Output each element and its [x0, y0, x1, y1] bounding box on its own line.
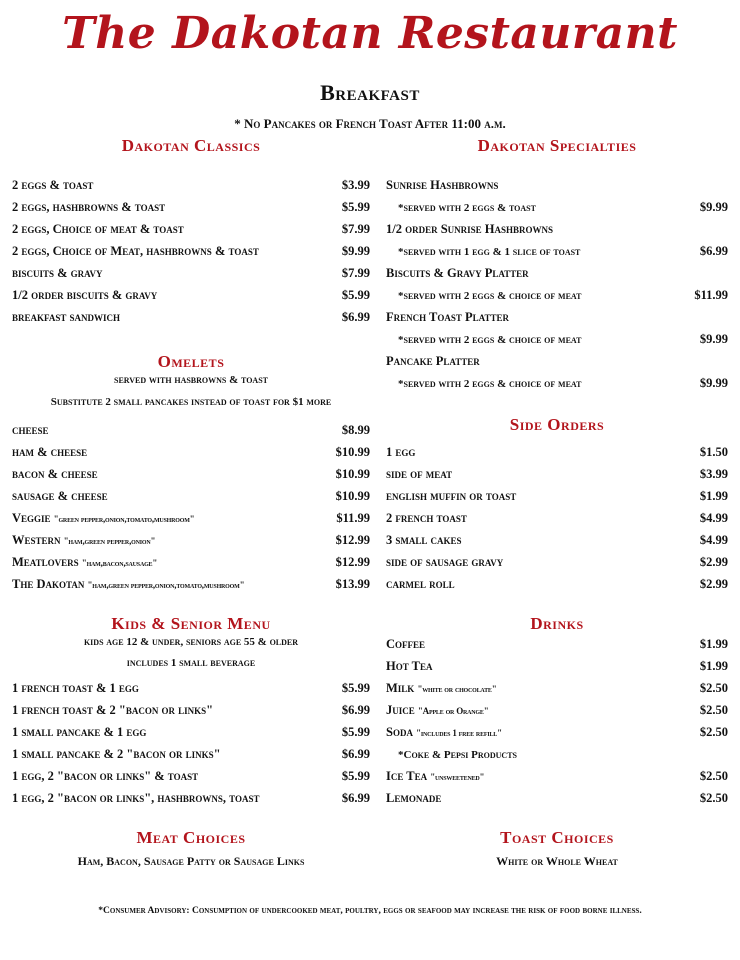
kids-item [12, 678, 370, 698]
toast-choices-text: White or Whole Wheat [496, 854, 618, 868]
drink-item-label [386, 634, 425, 654]
drink-item-price: $1.99 [699, 659, 728, 673]
specialty-item-name: *served with 2 eggs & choice of meat [398, 378, 582, 390]
kids-item-name: 1 egg, 2 "bacon or links" & toast [12, 769, 199, 783]
drink-item-label [386, 700, 489, 720]
side-item-label [386, 530, 462, 550]
meat-heading: Meat Choices [136, 828, 246, 847]
kids-item-price: $5.99 [341, 681, 370, 695]
pancake-note: * No Pancakes or French Toast After 11:00 a.m. [234, 116, 506, 131]
specialty-item-price: $9.99 [699, 332, 728, 346]
omelet-item-label [12, 486, 108, 506]
drink-item-label [386, 788, 441, 808]
side-item [386, 552, 728, 572]
classic-item [12, 197, 370, 217]
side-item-label [386, 574, 455, 594]
side-item-label [386, 442, 415, 462]
drinks-heading: Drinks [530, 614, 584, 633]
omelet-item-name: bacon & cheese [12, 467, 98, 481]
side-item-label [386, 508, 467, 528]
drink-item [386, 766, 728, 786]
omelet-item-name: ham & cheese [12, 445, 88, 459]
classic-item-price: $7.99 [341, 266, 370, 280]
classic-item-name: breakfast sandwich [12, 310, 120, 324]
kids-item [12, 722, 370, 742]
drink-item-name: Milk [386, 681, 415, 695]
side-item-label [386, 464, 452, 484]
omelet-item-price: $12.99 [335, 533, 370, 547]
classic-item-price: $3.99 [341, 178, 370, 192]
side-item-name: side of sausage gravy [386, 555, 504, 569]
omelet-item [12, 530, 370, 550]
omelet-item-label [12, 552, 157, 572]
drink-item [386, 656, 728, 676]
side-item-name: 2 french toast [386, 511, 467, 525]
drink-item-label [386, 744, 517, 764]
kids-item-label [12, 766, 198, 786]
omelet-item [12, 552, 370, 572]
side-item-label [386, 486, 516, 506]
side-item-price: $1.50 [699, 445, 728, 459]
drink-item-name: Juice [386, 703, 415, 717]
classic-item [12, 285, 370, 305]
kids-item-price: $5.99 [341, 769, 370, 783]
classic-item-name: 2 eggs, Choice of meat & toast [12, 222, 184, 236]
omelet-item-label [12, 464, 98, 484]
specialty-item-label [386, 351, 480, 371]
drink-item-price: $2.50 [699, 703, 728, 717]
kids-item-label [12, 722, 146, 742]
omelet-item-name: Veggie [12, 511, 51, 525]
drink-item-desc: "includes 1 free refill" [416, 728, 502, 738]
kids-item [12, 766, 370, 786]
specialty-item [386, 219, 728, 239]
omelet-item-price: $8.99 [341, 423, 370, 437]
side-item [386, 508, 728, 528]
specialty-item [386, 175, 728, 195]
drink-item-desc: "white or chocolate" [417, 684, 497, 694]
specialty-item [386, 263, 728, 283]
classic-item [12, 175, 370, 195]
drink-item-name: Soda [386, 725, 413, 739]
kids-item-label [12, 744, 221, 764]
side-item-name: carmel roll [386, 577, 455, 591]
classic-item [12, 307, 370, 327]
omelet-item [12, 574, 370, 594]
omelet-item-desc: "green pepper,onion,tomato,mushroom" [53, 514, 195, 524]
side-item-price: $4.99 [699, 533, 728, 547]
drink-item-price: $2.50 [699, 725, 728, 739]
classic-item [12, 263, 370, 283]
drink-item [386, 700, 728, 720]
specialties-heading: Dakotan Specialties [477, 136, 637, 155]
drink-item-label [386, 766, 484, 786]
omelet-item-price: $12.99 [335, 555, 370, 569]
specialty-item-name: Pancake Platter [386, 354, 480, 368]
omelet-item-price: $10.99 [335, 489, 370, 503]
side-item-name: side of meat [386, 467, 453, 481]
side-item [386, 442, 728, 462]
specialty-item-price: $9.99 [699, 200, 728, 214]
specialty-item-label [386, 263, 529, 283]
classic-item-price: $7.99 [341, 222, 370, 236]
omelet-item-label [12, 574, 244, 594]
specialty-item-label [386, 285, 581, 305]
omelet-item-price: $10.99 [335, 467, 370, 481]
menu-subtitle: Breakfast [320, 80, 420, 105]
side-item-price: $2.99 [699, 577, 728, 591]
drink-item-desc: "Apple or Orange" [417, 706, 489, 716]
omelets-heading: Omelets [157, 352, 225, 371]
classic-item-label [12, 219, 184, 239]
specialty-item-label [386, 175, 498, 195]
side-item-price: $4.99 [699, 511, 728, 525]
omelet-item-name: cheese [12, 423, 49, 437]
side-item-name: english muffin or toast [386, 489, 517, 503]
omelet-item-desc: "ham,green pepper,onion" [63, 536, 156, 546]
omelet-item-desc: "ham,green pepper,onion,tomato,mushroom" [87, 580, 245, 590]
specialty-item-label [386, 373, 581, 393]
drink-item [386, 678, 728, 698]
drink-item-name: Lemonade [386, 791, 442, 805]
omelet-item [12, 486, 370, 506]
omelet-item-label [12, 442, 87, 462]
drink-item [386, 722, 728, 742]
specialty-item-price: $11.99 [694, 288, 728, 302]
kids-item-price: $6.99 [341, 791, 370, 805]
specialty-item-label [386, 307, 509, 327]
drink-item-price: $1.99 [699, 637, 728, 651]
drink-item [386, 744, 728, 764]
classic-item-price: $9.99 [341, 244, 370, 258]
kids-item [12, 744, 370, 764]
omelets-served-with: served with hasbrowns & toast [114, 374, 268, 386]
omelet-item-label [12, 508, 194, 528]
specialty-item-name: *served with 1 egg & 1 slice of toast [398, 246, 581, 258]
specialty-item [386, 351, 728, 371]
kids-item-price: $5.99 [341, 725, 370, 739]
drink-item-name: Hot Tea [386, 659, 433, 673]
classic-item [12, 219, 370, 239]
omelet-item-price: $13.99 [335, 577, 370, 591]
side-item [386, 530, 728, 550]
kids-item-label [12, 788, 260, 808]
specialty-item [386, 285, 728, 305]
omelet-item-name: Meatlovers [12, 555, 79, 569]
specialty-item [386, 197, 728, 217]
consumer-advisory: *Consumer Advisory: Consumption of undercooked meat, poultry, eggs or seafood may increase the risk of food borne illness. [98, 906, 642, 916]
kids-item-label [12, 678, 139, 698]
kids-age-note: kids age 12 & under, seniors age 55 & older [83, 636, 299, 648]
classic-item-price: $5.99 [341, 200, 370, 214]
side-item-label [386, 552, 503, 572]
drink-item-price: $2.50 [699, 681, 728, 695]
specialty-item [386, 241, 728, 261]
drink-item-price: $2.50 [699, 791, 728, 805]
classic-item-name: 2 eggs & toast [12, 178, 94, 192]
drink-item [386, 788, 728, 808]
side-item [386, 464, 728, 484]
classic-item [12, 241, 370, 261]
meat-choices-text: Ham, Bacon, Sausage Patty or Sausage Links [77, 854, 305, 868]
classic-item-price: $5.99 [341, 288, 370, 302]
omelet-item [12, 442, 370, 462]
omelet-item-name: The Dakotan [12, 577, 85, 591]
kids-item-name: 1 small pancake & 1 egg [12, 725, 147, 739]
side-item-price: $3.99 [699, 467, 728, 481]
classic-item-label [12, 175, 93, 195]
classic-item-name: biscuits & gravy [12, 266, 103, 280]
drink-item-label [386, 678, 497, 698]
restaurant-title: The Dakotan Restaurant [62, 8, 678, 59]
side-item-price: $2.99 [699, 555, 728, 569]
classics-heading: Dakotan Classics [121, 136, 261, 155]
specialty-item-price: $6.99 [699, 244, 728, 258]
side-item [386, 486, 728, 506]
omelet-item [12, 464, 370, 484]
specialty-item-name: Sunrise Hashbrowns [386, 178, 499, 192]
classic-item-name: 2 eggs, Choice of Meat, hashbrowns & toast [12, 244, 259, 258]
specialty-item-name: *served with 2 eggs & choice of meat [398, 290, 582, 302]
kids-heading: Kids & Senior Menu [111, 614, 271, 633]
sides-heading: Side Orders [509, 415, 605, 434]
classic-item-label [12, 263, 103, 283]
classic-item-name: 1/2 order biscuits & gravy [12, 288, 158, 302]
specialty-item-name: 1/2 order Sunrise Hashbrowns [386, 222, 554, 236]
kids-item-name: 1 french toast & 2 "bacon or links" [12, 703, 214, 717]
omelets-substitute-note: Substitute 2 small pancakes instead of toast for $1 more [50, 396, 332, 408]
specialty-item-label [386, 241, 580, 261]
drink-item-name: *Coke & Pepsi Products [398, 749, 517, 761]
drink-item-name: Ice Tea [386, 769, 428, 783]
classic-item-label [12, 307, 120, 327]
omelet-item-desc: "ham,bacon,sausage" [81, 558, 158, 568]
specialty-item-name: Biscuits & Gravy Platter [386, 266, 529, 280]
kids-item-name: 1 egg, 2 "bacon or links", hashbrowns, toast [12, 791, 260, 805]
kids-item-label [12, 700, 213, 720]
drink-item-label [386, 722, 502, 742]
specialty-item-label [386, 329, 581, 349]
specialty-item [386, 307, 728, 327]
toast-heading: Toast Choices [500, 828, 614, 847]
specialty-item [386, 329, 728, 349]
kids-item-price: $6.99 [341, 703, 370, 717]
drink-item [386, 634, 728, 654]
classic-item-label [12, 285, 157, 305]
omelet-item [12, 508, 370, 528]
specialty-item-label [386, 219, 553, 239]
omelet-item-label [12, 530, 155, 550]
omelet-item-price: $10.99 [335, 445, 370, 459]
drink-item-price: $2.50 [699, 769, 728, 783]
classic-item-name: 2 eggs, hashbrowns & toast [12, 200, 166, 214]
specialty-item-name: French Toast Platter [386, 310, 509, 324]
omelet-item-price: $11.99 [336, 511, 370, 525]
side-item-price: $1.99 [699, 489, 728, 503]
kids-item-name: 1 french toast & 1 egg [12, 681, 139, 695]
specialty-item-name: *served with 2 eggs & toast [398, 202, 536, 214]
kids-item [12, 700, 370, 720]
kids-item-name: 1 small pancake & 2 "bacon or links" [12, 747, 221, 761]
omelet-item-name: sausage & cheese [12, 489, 108, 503]
drink-item-name: Coffee [386, 637, 426, 651]
specialty-item-label [386, 197, 536, 217]
kids-item-price: $6.99 [341, 747, 370, 761]
kids-beverage-note: includes 1 small beverage [126, 657, 256, 669]
classic-item-price: $6.99 [341, 310, 370, 324]
specialty-item-price: $9.99 [699, 376, 728, 390]
drink-item-desc: "unsweetened" [430, 772, 485, 782]
omelet-item [12, 420, 370, 440]
side-item-name: 3 small cakes [386, 533, 462, 547]
kids-item [12, 788, 370, 808]
drink-item-label [386, 656, 432, 676]
omelet-item-label [12, 420, 49, 440]
classic-item-label [12, 197, 165, 217]
specialty-item-name: *served with 2 eggs & choice of meat [398, 334, 582, 346]
classic-item-label [12, 241, 259, 261]
omelet-item-name: Western [12, 533, 61, 547]
side-item-name: 1 egg [386, 445, 416, 459]
side-item [386, 574, 728, 594]
specialty-item [386, 373, 728, 393]
